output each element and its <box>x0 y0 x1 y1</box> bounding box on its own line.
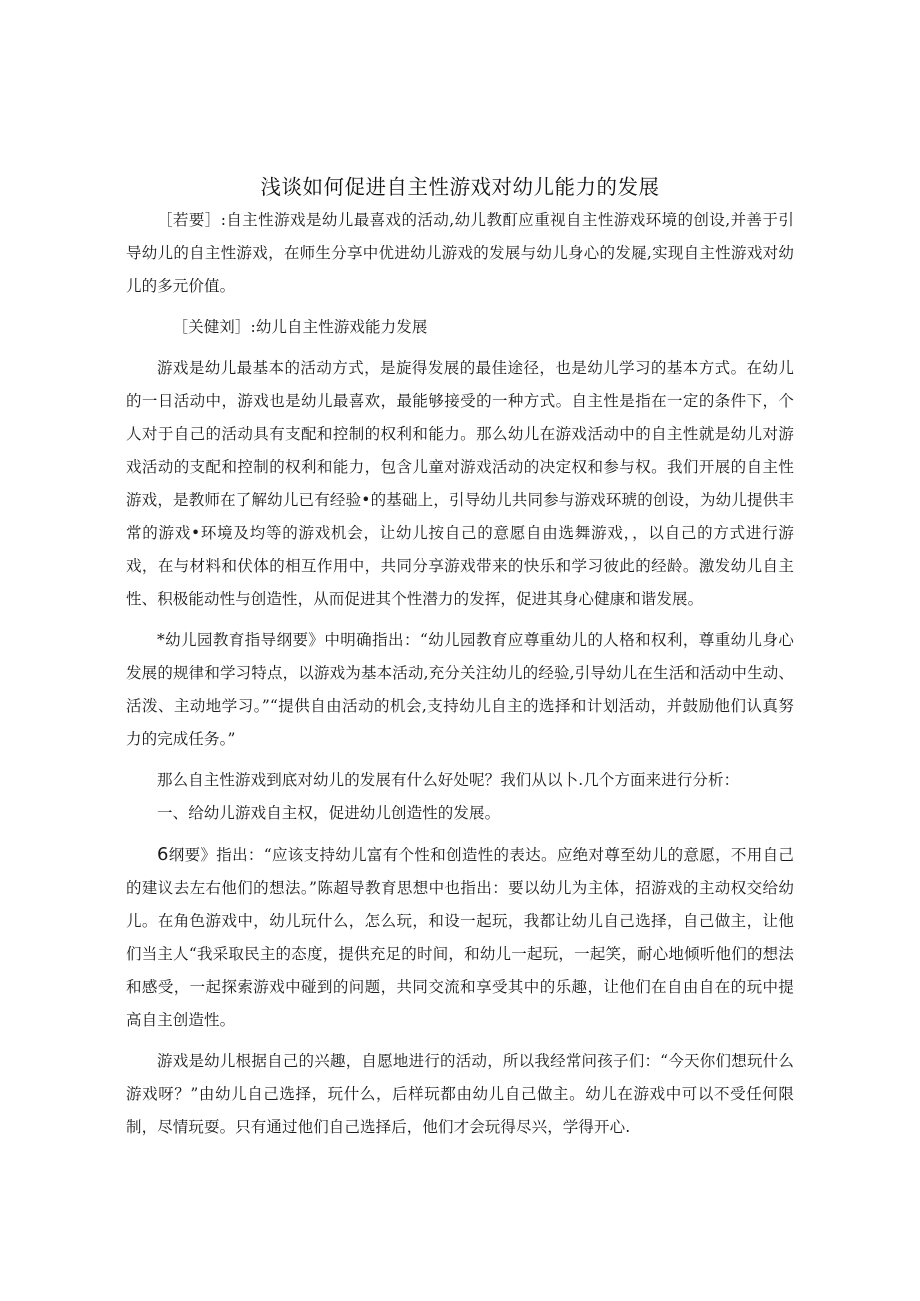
body-paragraph-5: 游戏是幼儿根据自己的兴趣，自愿地进行的活动，所以我经常问孩子们：“今天你们想玩什么游戏呀？”由幼儿自己选择，玩什么，后样玩都由幼儿自己做主。幼儿在游戏中可以不受任何限制，尽情玩耍。只有通过他们自己选择后，他们才会玩得尽兴，学得开心. <box>126 1052 794 1136</box>
body-paragraph-4-text: 纲要》指出：“应该支持幼儿富有个性和创造性的表达。应绝对尊至幼儿的意愿，不用自己的建议去左右他们的想法。”陈超导教育思想中也指出：要以幼儿为主体，招游戏的主动权交给幼儿。在角色游戏中，幼儿玩什么，怎么玩，和设一起玩，我都让幼儿自己选择，自己做主，让他们当主人“我采取民主的态度，提供充足的时间，和幼儿一起玩，一起笑，耐心地倾听他们的想法和感受，一起探索游戏中碰到的问题，共同交流和享受其中的乐趣，让他们在自由自在的玩中提高自主创造性。 <box>126 846 794 1029</box>
lead-character: 6 <box>157 844 169 865</box>
body-paragraph-3: 那么自主性游戏到底对幼儿的发展有什么好处呢？我们从以卜.几个方面来进行分析： <box>157 771 740 789</box>
section-heading-1: 一、给幼儿游戏自主权，促进幼儿创造性的发展。 <box>157 804 501 822</box>
body-paragraph-4 <box>126 838 794 1037</box>
body-paragraph-2: *幼儿园教育指导纲要》中明确指出：“幼儿园教育应尊重幼儿的人格和权利，尊重幼儿身心发展的规律和学习特点，以游戏为基本活动,充分关注幼儿的经验,引导幼儿在生活和活动中生动、活泼、主动地学习。”“提供自由活动的机会,支持幼儿自主的选择和计划活动，并鼓励他们认真努力的完成任务。” <box>126 631 794 748</box>
abstract-paragraph: ［若要］:自主性游戏是幼儿最喜戏的活动,幼儿教酊应重视自主性游戏环境的创设,并善于引导幼儿的自主性游戏，在师生分享中优进幼儿游戏的发展与幼儿身心的发屣,实现自主性游戏对幼儿的多元价值。 <box>126 211 794 295</box>
document-body <box>126 204 794 1144</box>
body-paragraph-1: 游戏是幼儿最基本的活动方式，是旋得发展的最佳途径，也是幼儿学习的基本方式。在幼儿的一日活动中，游戏也是幼儿最喜欢，最能够接受的一种方式。自主性是指在一定的条件下，个人对于自己的活动具有支配和控制的权利和能力。那么幼儿在游戏活动中的自主性就是幼儿对游戏活动的支配和控制的权利和能力，包含儿童对游戏活动的决定权和参与权。我们开展的自主性游戏，是教师在了解幼儿已有经验•的基础上，引导幼儿共同参与游戏环琥的创设，为幼儿提供丰常的游戏•环境及均等的游戏机会，让幼儿按自己的意愿自由选舞游戏，，以自己的方式进行游戏，在与材料和伏体的相互作用中，共同分享游戏带来的快乐和学习彼此的经龄。激发幼儿自主性、积极能动性与创造性，从而促进其个性潜力的发挥，促进其身心健康和谐发展。 <box>126 359 794 608</box>
keywords-paragraph: ［关健刘］:幼儿自主性游戏能力发展 <box>172 318 428 336</box>
document-title: 浅谈如何促进自主性游戏对幼儿能力的发展 <box>260 175 660 199</box>
